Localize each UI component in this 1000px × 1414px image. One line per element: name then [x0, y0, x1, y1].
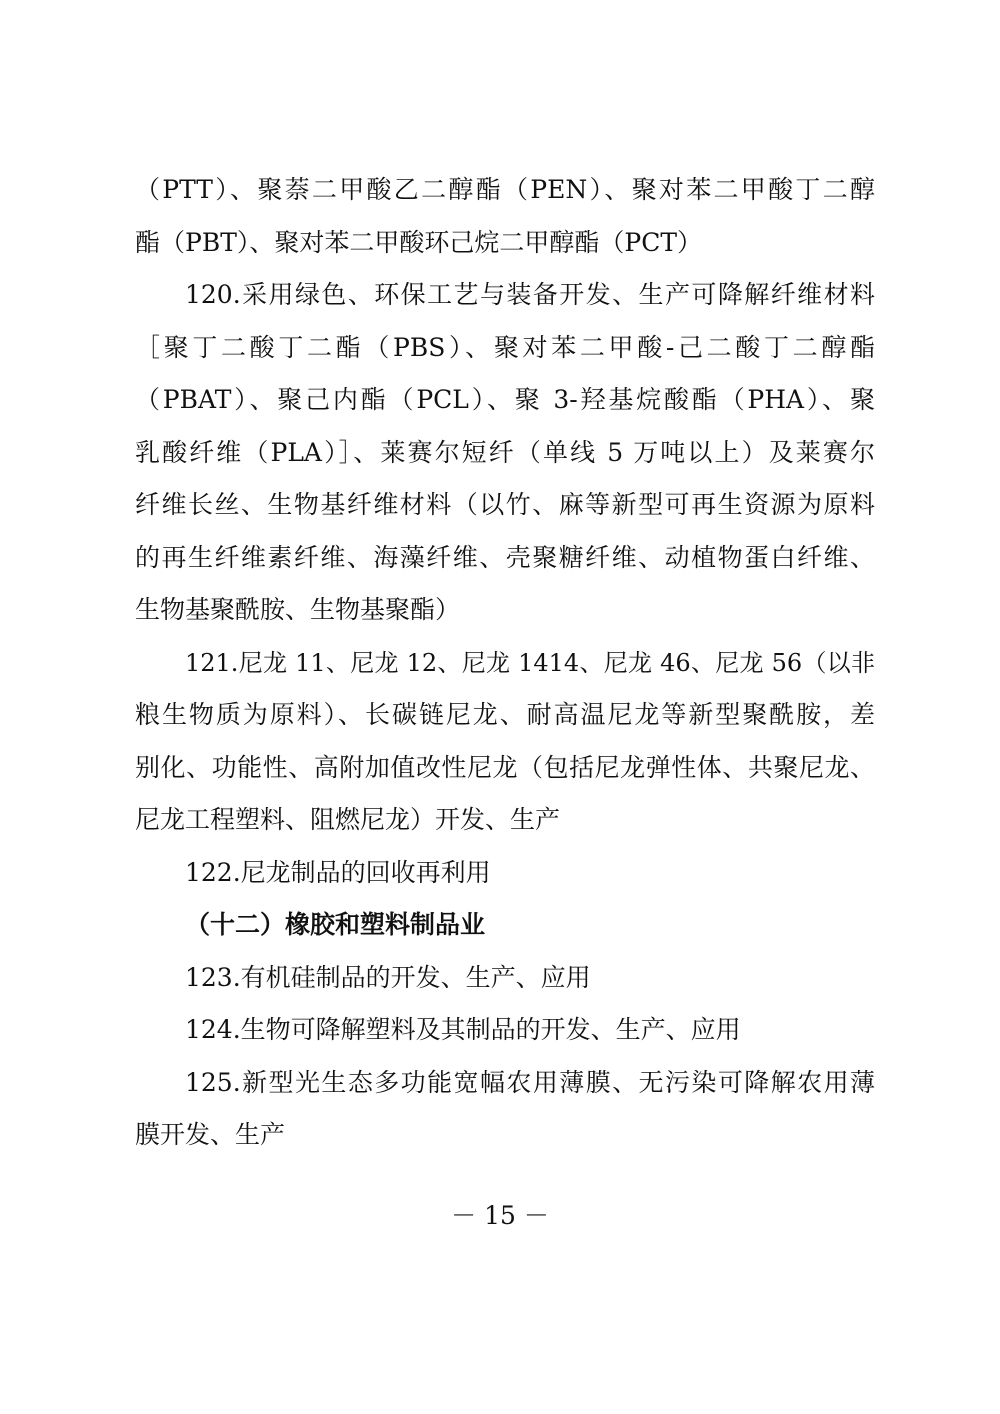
list-item-124: 124.生物可降解塑料及其制品的开发、生产、应用 [185, 1015, 741, 1044]
text-line: 乳酸纤维（PLA）］、莱赛尔短纤（单线 5 万吨以上）及莱赛尔 [135, 437, 875, 467]
text-line: 粮生物质为原料）、长碳链尼龙、耐高温尼龙等新型聚酰胺，差 [135, 700, 875, 729]
list-item-122: 122.尼龙制品的回收再利用 [185, 857, 491, 887]
text-line: 酯（PBT）、聚对苯二甲酸环己烷二甲醇酯（PCT） [135, 227, 702, 257]
text-line: （PBAT）、聚己内酯（PCL）、聚 3-羟基烷酸酯（PHA）、聚 [135, 385, 875, 414]
text-line: 纤维长丝、生物基纤维材料（以竹、麻等新型可再生资源为原料 [135, 490, 875, 519]
list-item-125: 125.新型光生态多功能宽幅农用薄膜、无污染可降解农用薄 [185, 1067, 875, 1097]
text-line: ［聚丁二酸丁二酯（PBS）、聚对苯二甲酸-己二酸丁二醇酯 [135, 332, 875, 362]
page-number: － 15 － [451, 1201, 549, 1230]
list-item-121: 121.尼龙 11、尼龙 12、尼龙 1414、尼龙 46、尼龙 56（以非 [185, 648, 875, 677]
text-line: 别化、功能性、高附加值改性尼龙（包括尼龙弹性体、共聚尼龙、 [135, 752, 875, 782]
text-line: （PTT）、聚萘二甲酸乙二醇酯（PEN）、聚对苯二甲酸丁二醇 [135, 175, 875, 204]
list-item-123: 123.有机硅制品的开发、生产、应用 [185, 962, 591, 992]
document-body [135, 164, 875, 1162]
section-heading: （十二）橡胶和塑料制品业 [185, 910, 486, 939]
text-line: 生物基聚酰胺、生物基聚酯） [135, 595, 461, 624]
text-line: 的再生纤维素纤维、海藻纤维、壳聚糖纤维、动植物蛋白纤维、 [135, 542, 875, 572]
list-item-120: 120.采用绿色、环保工艺与装备开发、生产可降解纤维材料 [185, 280, 875, 309]
text-line: 尼龙工程塑料、阻燃尼龙）开发、生产 [135, 805, 561, 834]
text-line: 膜开发、生产 [135, 1120, 286, 1149]
